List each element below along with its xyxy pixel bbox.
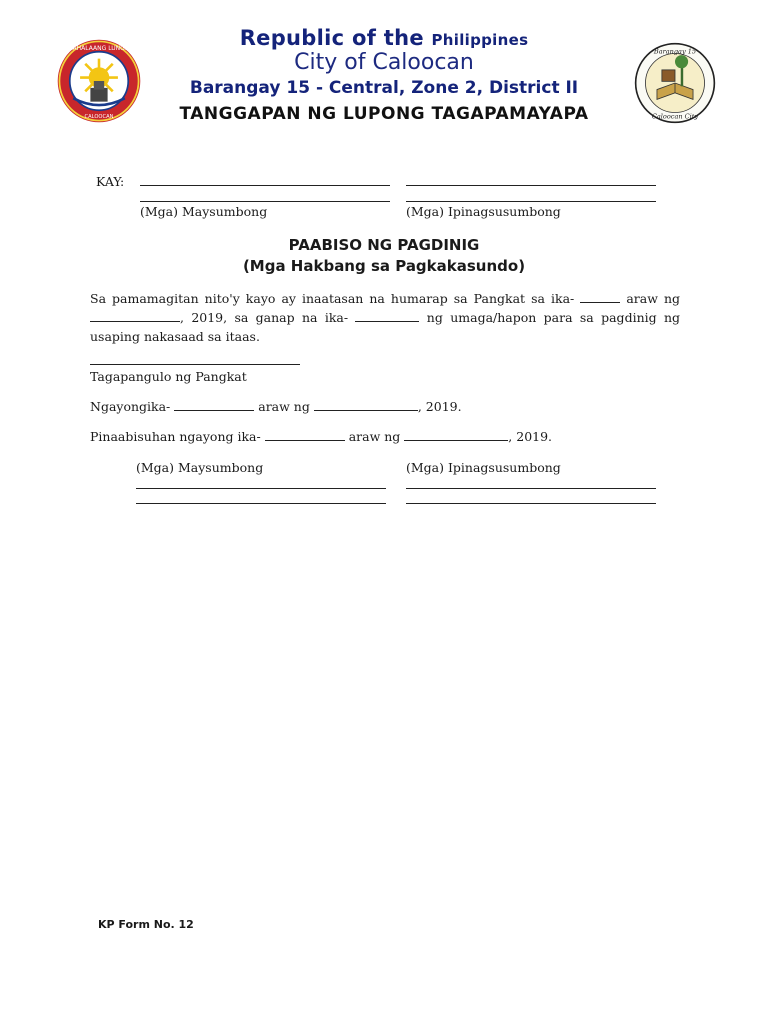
bottom-complainant-line-2[interactable] — [136, 503, 386, 504]
notice-subtitle: (Mga Hakbang sa Pagkakasundo) — [242, 257, 526, 275]
bottom-respondent-line-1[interactable] — [406, 488, 656, 489]
complainant-line-2 — [140, 201, 390, 202]
notified-day-blank[interactable] — [265, 429, 345, 441]
respondent-label: (Mga) Ipinagsusumbong — [406, 204, 561, 219]
barangay-15-seal-icon — [634, 42, 716, 124]
form-number: KP Form No. 12 — [98, 918, 194, 931]
notified-month-blank[interactable] — [404, 429, 508, 441]
complainant-line-1 — [140, 185, 390, 186]
bottom-respondent-line-2[interactable] — [406, 503, 656, 504]
today-day-blank[interactable] — [174, 399, 254, 411]
bottom-respondent-label: (Mga) Ipinagsusumbong — [406, 460, 561, 475]
bottom-complainant-label: (Mga) Maysumbong — [136, 460, 264, 475]
notice-paragraph: Sa pamamagitan nito'y kayo ay inaatasan na humarap sa Pangkat sa ika- araw ng , 2019, sa ganap na ika- ng umaga/hapon para sa pagdinig ng usaping nakasaad sa itaas. — [90, 291, 681, 344]
kay-label: KAY: — [96, 174, 125, 189]
seal-text-bottom: Caloocan City — [651, 112, 699, 121]
day-blank[interactable] — [580, 291, 620, 303]
republic-heading: Republic of the Philippines — [239, 26, 529, 50]
city-heading: City of Caloocan — [294, 50, 474, 75]
chair-signature-line[interactable] — [90, 364, 300, 365]
respondent-line-1 — [406, 185, 656, 186]
chair-label: Tagapangulo ng Pangkat — [90, 369, 247, 384]
svg-text:CALOOCAN: CALOOCAN — [84, 113, 114, 120]
complainant-label: (Mga) Maysumbong — [140, 204, 268, 219]
today-line: Ngayongika- araw ng , 2019. — [90, 399, 462, 414]
barangay-heading: Barangay 15 - Central, Zone 2, District II — [189, 78, 579, 98]
respondent-line-2 — [406, 201, 656, 202]
month-blank[interactable] — [90, 310, 180, 322]
svg-text:PAMAHALAANG LUNGSOD: PAMAHALAANG LUNGSOD — [59, 45, 139, 53]
bottom-complainant-line-1[interactable] — [136, 488, 386, 489]
seal-text-top: Barangay 15 — [653, 47, 697, 56]
office-heading: TANGGAPAN NG LUPONG TAGAPAMAYAPA — [179, 104, 589, 124]
notified-line: Pinaabisuhan ngayong ika- araw ng , 2019. — [90, 429, 553, 444]
time-blank[interactable] — [355, 310, 419, 322]
notice-title: PAABISO NG PAGDINIG — [288, 236, 480, 254]
today-month-blank[interactable] — [314, 399, 418, 411]
